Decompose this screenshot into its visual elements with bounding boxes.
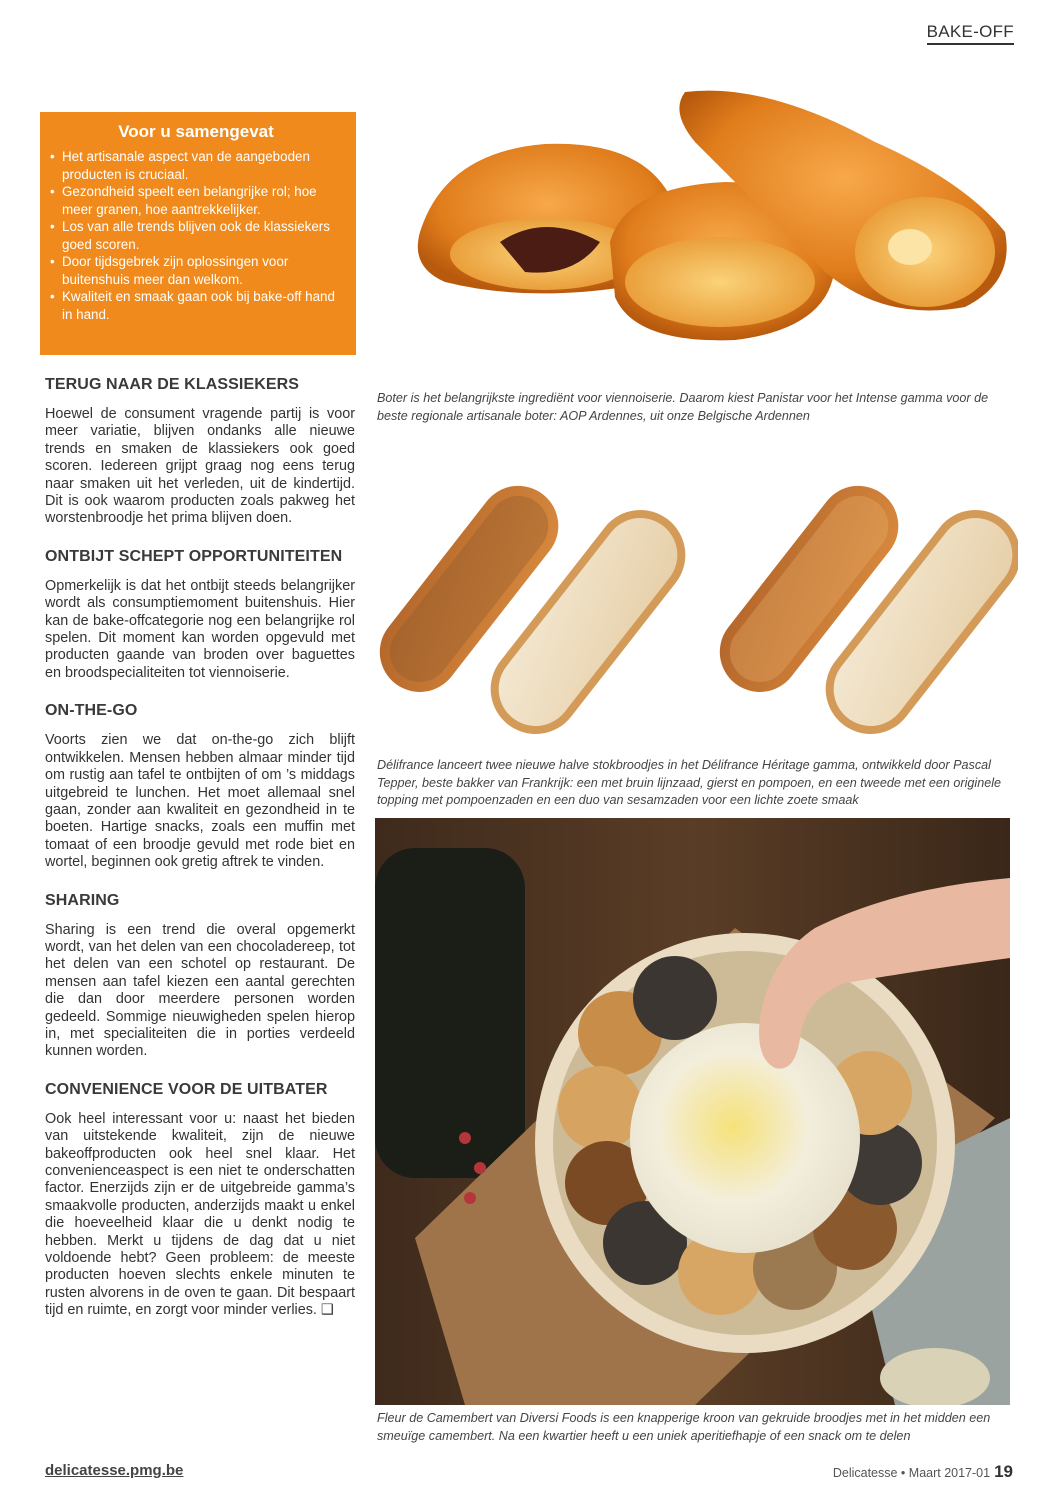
summary-item: • Kwaliteit en smaak gaan ook bij bake-off hand in hand. (48, 288, 344, 323)
article-column (45, 376, 355, 1340)
page-number: 19 (994, 1462, 1013, 1481)
section-body: Voorts zien we dat on-the-go zich blijft ontwikkelen. Mensen hebben almaar minder tijd om rustig aan tafel te ontbijten of om ’s middags uitgebreid te lunchen. Het moet allemaal snel gaan, zonder aan kwaliteit en gezondheid in te boeten. Hartige snacks, zoals een muffin met tomaat of een broodje gevuld met rode biet en wortel, beginnen ook gretig aftrek te vinden. (45, 732, 355, 871)
article-section (45, 892, 355, 1061)
section-body: Hoewel de consument vragende partij is voor meer variatie, blijven ondanks alle nieuwe trends en smaken de klassiekers ook goed scoren. Iedereen grijpt graag nog eens terug naar smaken uit het verleden, uit de kindertijd. Dit is ook waarom producten zoals pakweg het worstenbroodje het prima blijven doen. (45, 406, 355, 527)
article-section (45, 702, 355, 871)
camembert-photo (375, 818, 1010, 1405)
section-heading: SHARING (45, 891, 120, 909)
section-heading: TERUG NAAR DE KLASSIEKERS (45, 376, 300, 393)
section-body: Ook heel interessant voor u: naast het bieden van uitstekende kwaliteit, zijn de nieuwe bakeoffproducten ook heel snel klaar. Het convenienceaspect is een niet te onderschatten factor. Enerzijds zijn er de uitgebreide gamma’s smaakvolle producten, anderzijds maakt u enkel die hoeveelheid klaar die u denkt nodig te hebben. Merkt u tijdens de dag dat u niet voldoende hebt? Geen probleem: de meeste producten hoeven slechts enkele minuten te rusten alvorens in de oven te gaan. Dit bespaart tijd en ruimte, en zorgt voor minder verlies. ❑ (45, 1110, 355, 1319)
section-heading: ONTBIJT SCHEPT OPPORTUNITEITEN (45, 547, 343, 565)
footer-website[interactable]: delicatesse.pmg.be (45, 1462, 184, 1479)
article-section (45, 548, 355, 682)
baguettes-photo (378, 452, 1018, 742)
summary-box (40, 112, 356, 355)
article-section (45, 376, 355, 528)
summary-item: • Los van alle trends blijven ook de klassiekers goed scoren. (48, 218, 344, 253)
caption-camembert: Fleur de Camembert van Diversi Foods is een knapperige kroon van gekruide broodjes met in het midden een smeuïge camembert. Na een kwartier heeft u een uniek aperitiefhapje of een snack om te delen (377, 1411, 991, 1443)
section-body: Opmerkelijk is dat het ontbijt steeds belangrijker wordt als consumptiemoment buitenshuis. Hier kan de bake-offcategorie nog een belangrijke rol spelen. Dit moment kan worden opgevuld met producten gaande van broden over baguettes en broodspecialiteiten tot viennoiserie. (45, 577, 355, 681)
summary-item: • Het artisanale aspect van de aangeboden producten is cruciaal. (48, 148, 344, 183)
summary-item: • Gezondheid speelt een belangrijke rol; hoe meer granen, hoe aantrekkelijker. (48, 183, 344, 218)
summary-title: Voor u samengevat (118, 122, 274, 141)
section-heading: CONVENIENCE VOOR DE UITBATER (45, 1080, 328, 1098)
section-tag: BAKE-OFF (927, 22, 1014, 45)
section-heading: ON-THE-GO (45, 702, 138, 720)
caption-croissants: Boter is het belangrijkste ingrediënt voor viennoiserie. Daarom kiest Panistar voor het Intense gamma voor de beste regionale artisanale boter: AOP Ardennes, uit onze Belgische Ardennen (377, 391, 989, 423)
summary-item: • Door tijdsgebrek zijn oplossingen voor buitenshuis meer dan welkom. (48, 253, 344, 288)
footer-issue (833, 1462, 1013, 1482)
summary-list (48, 148, 344, 323)
section-body: Sharing is een trend die overal opgemerkt wordt, van het delen van een chocoladereep, tot het delen van een schotel op restaurant. De mensen aan tafel kiezen een aantal gerechten die dan door meerdere personen worden gedeeld. Sommige nieuwigheden spelen hierop in, met specialiteiten die in porties verdeeld kunnen worden. (45, 921, 355, 1060)
croissant-photo (405, 82, 1017, 372)
article-section (45, 1081, 355, 1320)
caption-baguettes: Délifrance lanceert twee nieuwe halve stokbroodjes in het Délifrance Héritage gamma, ontwikkeld door Pascal Tepper, beste bakker van Frankrijk: een met bruin lijnzaad, gierst en pompoen, en een tweede met een originele topping met pompoenzaden en een duo van sesamzaden voor een lichte zoete smaak (377, 758, 1001, 807)
footer-issue-text: Delicatesse • Maart 2017-01 (832, 1466, 991, 1480)
